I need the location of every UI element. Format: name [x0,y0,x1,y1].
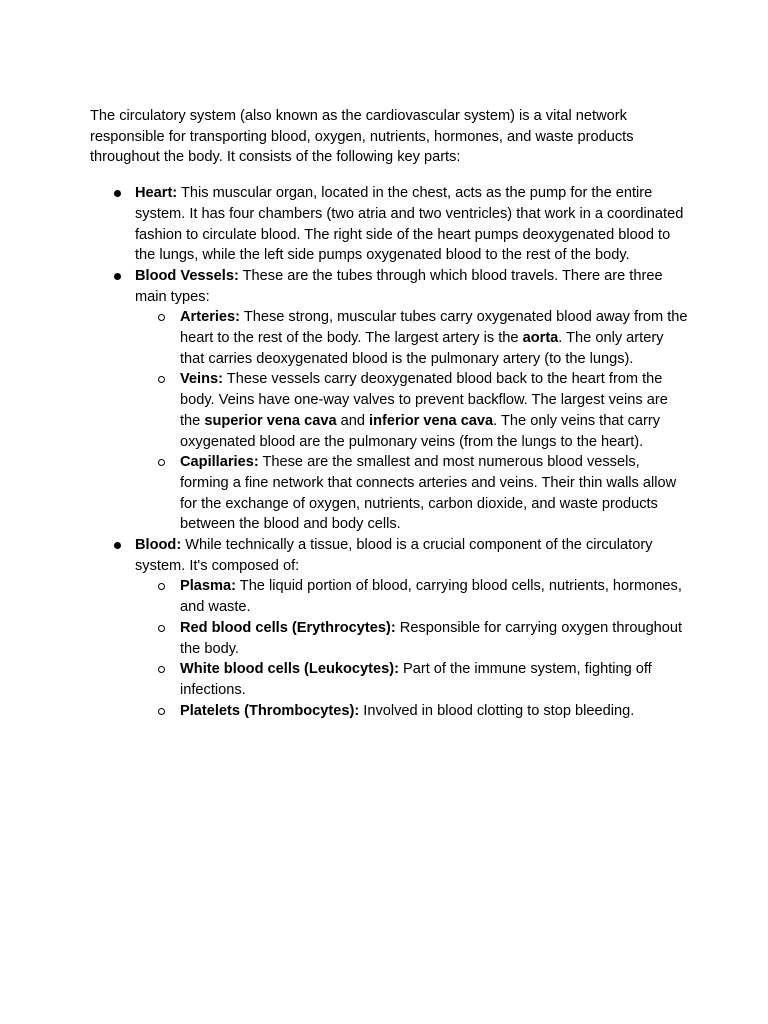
blood-components-list [135,576,690,721]
bullet-circle-icon [158,625,165,632]
term-heart: Heart: [135,185,178,202]
list-item-blood-vessels [90,266,690,535]
term-blood: Blood: [135,537,182,554]
emphasis-superior-vena-cava: superior vena cava [204,412,337,429]
bullet-circle-icon [158,314,165,321]
intro-paragraph: The circulatory system (also known as the cardiovascular system) is a vital network responsible for transporting blood, oxygen, nutrients, hormones, and waste products throughout the body. It consists of the following key parts: [90,108,634,166]
description-red-blood-cells: Responsible for carrying oxygen throughout the body. [180,619,683,657]
description-white-blood-cells: Part of the immune system, fighting off infections. [180,661,652,698]
list-item-veins [135,369,690,452]
term-capillaries: Capillaries: [180,454,259,471]
list-item-blood [90,535,690,721]
term-red-blood-cells: Red blood cells (Erythrocytes): [180,619,396,636]
list-item-plasma [135,576,690,617]
term-veins: Veins: [180,371,223,388]
list-item-arteries [135,307,690,369]
list-item-red-blood-cells [135,618,690,659]
description-platelets: Involved in blood clotting to stop bleeding. [359,702,635,719]
list-item-heart [90,183,690,266]
bullet-disc-icon [114,542,121,549]
description-blood-vessels: These are the tubes through which blood travels. There are three main types: [135,267,663,305]
document-page [90,106,690,721]
term-white-blood-cells: White blood cells (Leukocytes): [180,661,399,678]
bullet-circle-icon [158,583,165,590]
bullet-circle-icon [158,459,165,466]
description-veins-part-1: These vessels carry deoxygenated blood back to the heart from the body. Veins have one-way valves to prevent backflow. The largest veins are the [180,371,668,429]
description-plasma: The liquid portion of blood, carrying blood cells, nutrients, hormones, and waste. [180,578,682,616]
bullet-circle-icon [158,708,165,715]
emphasis-inferior-vena-cava: inferior vena cava [369,412,494,429]
term-arteries: Arteries: [180,309,241,326]
list-item-white-blood-cells [135,659,690,700]
description-blood: While technically a tissue, blood is a crucial component of the circulatory system. It's composed of: [135,537,653,574]
bullet-circle-icon [158,666,165,673]
description-arteries-part-1: These strong, muscular tubes carry oxygenated blood away from the heart to the rest of the body. The largest artery is the [180,309,688,347]
bullet-disc-icon [114,273,121,280]
list-item-platelets [135,701,690,722]
description-arteries-part-2: . The only artery that carries deoxygenated blood is the pulmonary artery (to the lungs). [180,330,664,367]
description-capillaries: These are the smallest and most numerous blood vessels, forming a fine network that connects arteries and veins. Their thin walls allow for the exchange of oxygen, nutrients, carbon dioxide, and waste products between the blood and body cells. [180,454,677,533]
term-platelets: Platelets (Thrombocytes): [180,702,360,719]
emphasis-aorta: aorta [522,330,559,347]
description-veins-part-2: and [336,412,370,429]
description-heart: This muscular organ, located in the chest, acts as the pump for the entire system. It has four chambers (two atria and two ventricles) that work in a coordinated fashion to circulate blood. The right side of the heart pumps deoxygenated blood to the lungs, while the left side pumps oxygenated blood to the rest of the body. [135,185,684,264]
bullet-disc-icon [114,190,121,197]
term-plasma: Plasma: [180,578,236,595]
vessel-types-list [135,307,690,535]
list-item-capillaries [135,452,690,535]
term-blood-vessels: Blood Vessels: [135,267,239,284]
key-parts-list [90,183,690,721]
description-veins-part-3: . The only veins that carry oxygenated blood are the pulmonary veins (from the lungs to the heart). [180,412,660,450]
bullet-circle-icon [158,376,165,383]
